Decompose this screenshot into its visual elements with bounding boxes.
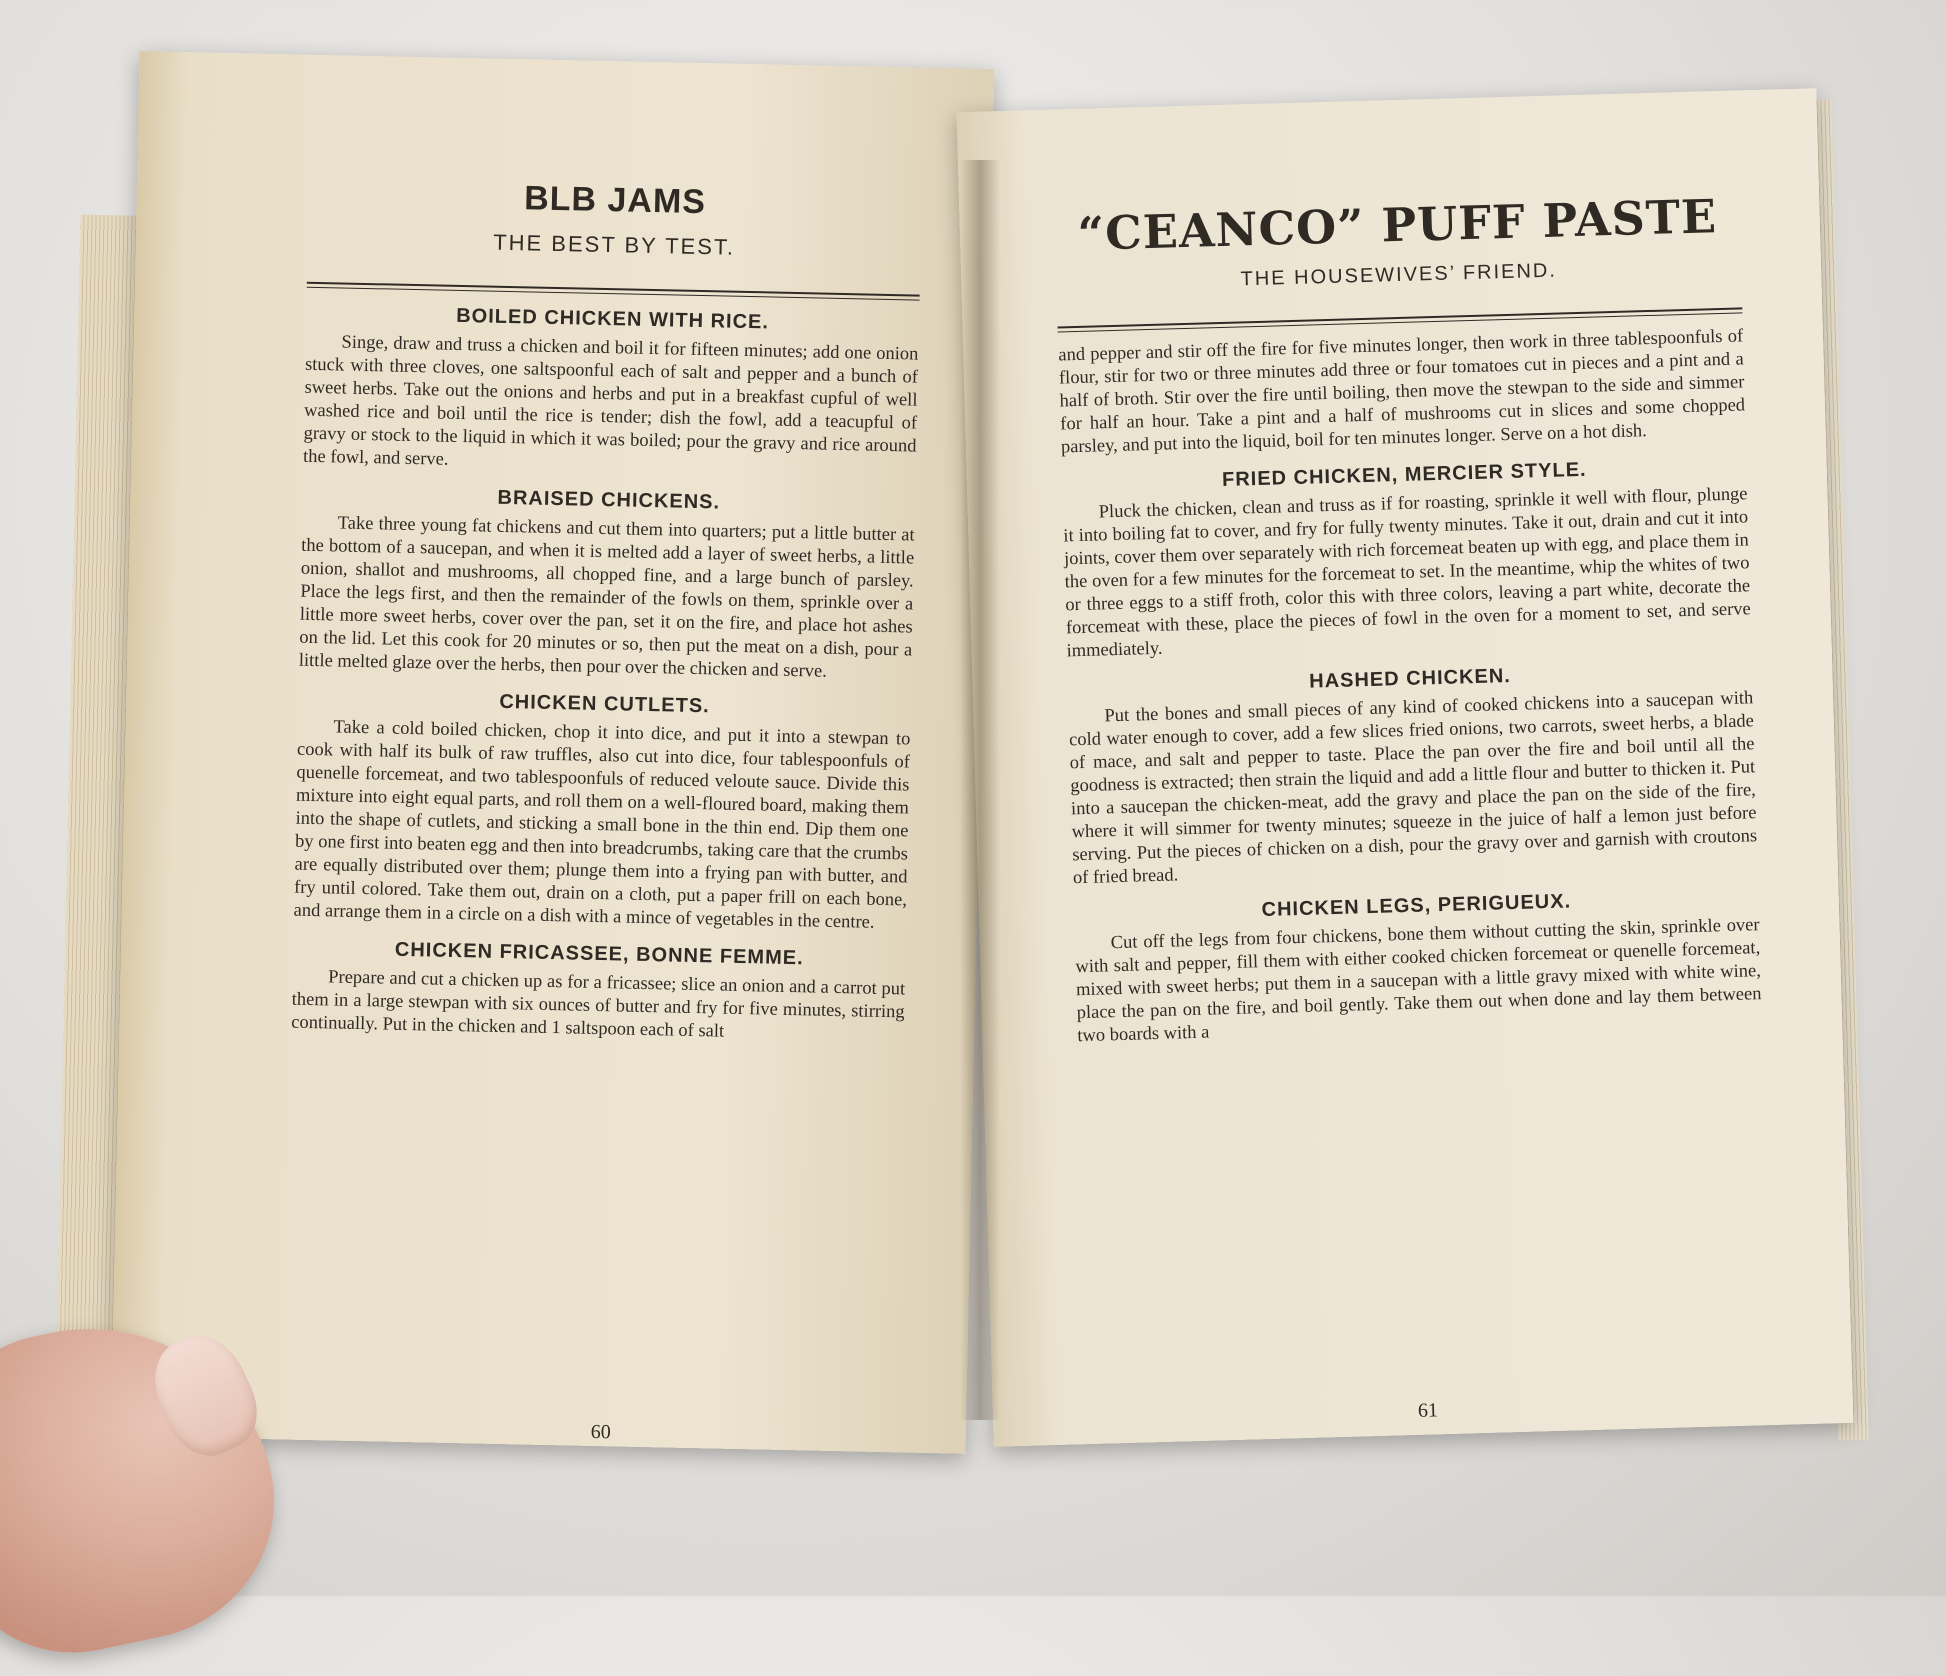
recipe-body: Singe, draw and truss a chicken and boil it for fifteen minutes; add one onion stuck with three cloves, one saltspoonful each of salt and pepper and a bunch of sweet herbs. Take out the onions and herbs and put in a breakfast cupful of well washed rice and boil until the rice is tender; dish the fowl, add a teacupful of gravy or stock to the liquid in which it was boiled; pour the gravy and rice around the fowl, and serve.: [302, 332, 919, 470]
recipe-boiled-chicken-with-rice: [303, 302, 919, 482]
recipe-chicken-fricassee-bonne-femme: [291, 937, 906, 1048]
recipe-body: Pluck the chicken, clean and truss as if for roasting, sprinkle it well with flour, plunge it into boiling fat to cover, and fry for fully twenty minutes. Take it out, drain and cut it into joints, cover them over separately with rich forcemeat beaten up with egg, and place them in the oven for a few minutes for the forcemeat to set. In the meantime, whip the whites of two or three eggs to a stiff froth, color this with three colors, leaving a part white, decorate the forcemeat with these, place the pieces of fowl in the oven for a moment to set, and serve immediately.: [1063, 484, 1751, 662]
recipe-braised-chickens: [299, 483, 916, 686]
recipe-title: CHICKEN LEGS, PERIGUEUX.: [1261, 890, 1572, 922]
recipe-chicken-legs-perigueux: [1074, 885, 1763, 1048]
recipe-title: FRIED CHICKEN, MERCIER STYLE.: [1221, 458, 1587, 491]
left-page-header-title: BLB JAMS: [523, 179, 707, 222]
recipe-chicken-cutlets: [293, 687, 911, 936]
left-page-number: 60: [590, 1420, 612, 1444]
recipe-body: Take three young fat chickens and cut them into quarters; put a little butter at the bottom of a saucepan, and when it is melted add a layer of sweet herbs, a little onion, shallot and mushrooms, all chopped fine, and a large bunch of parsley. Place the legs first, and then the remainder of the fowls on them, sprinkle over a little more sweet herbs, cover over the pan, set it on the fire, and place hot ashes on the lid. Let this cook for 20 minutes or so, then put the meat on a dish, pour a little melted glaze over the herbs, then pour over the chicken and serve.: [298, 513, 915, 682]
continued-recipe-text: and pepper and stir off the fire for five minutes longer, then work in three tablespoonfuls of flour, stir for two or three minutes add three or four tomatoes cut in pieces and a pint and a half of broth. Stir over the fire until boiling, then move the stewpan to the side and simmer for half an hour. Take a pint and a half of mushrooms cut in slices and some chopped parsley, and put into the liquid, boil for ten minutes longer. Serve on a hot dish.: [1058, 326, 1746, 458]
recipe-title: CHICKEN CUTLETS.: [499, 690, 710, 718]
recipe-body: Cut off the legs from four chickens, bone them without cutting the skin, sprinkle over with salt and pepper, fill them with either cooked chicken forcemeat or quenelle forcemeat, mixed with sweet herbs; put them in a saucepan with a little gravy mixed with white wine, place the pan on the fire, and boil gently. Take them out when done and lay them between two boards with a: [1075, 915, 1762, 1047]
recipe-hashed-chicken: [1067, 658, 1758, 890]
left-page: [111, 51, 995, 1454]
recipe-body: Take a cold boiled chicken, chop it into dice, and put it into a stewpan to cook with half its bulk of raw truffles, also cut into dice, four tablespoonfuls of quenelle forcemeat, and two tablespoonfuls of reduced veloute sauce. Divide this mixture into eight equal parts, and roll them on a well-floured board, making them into the shape of cutlets, and sticking a small bone in the thin end. Dip them one by one first into beaten egg and then into breadcrumbs, taking care that the crumbs are equally distributed over them; plunge them into a frying pan with butter, and fry until colored. Take them out, drain on a cloth, put a paper frill on each bone, and arrange them in a circle on a dish with a mince of vegetables in the centre.: [293, 717, 911, 933]
left-page-header-subtitle: THE BEST BY TEST.: [492, 229, 736, 260]
recipe-body: Prepare and cut a chicken up as for a fricassee; slice an onion and a carrot put them in a large stewpan with six ounces of butter and fry for five minutes, stirring continually. Put in the chicken and 1 saltspoon each of salt: [291, 967, 906, 1042]
right-page: [957, 88, 1854, 1446]
recipe-fried-chicken-mercier-style: [1062, 454, 1752, 663]
book-gutter-shadow: [960, 160, 1000, 1420]
recipe-title: HASHED CHICKEN.: [1308, 665, 1512, 693]
recipe-body: Put the bones and small pieces of any kind of cooked chickens into a saucepan with cold water enough to cover, add a few slices fried onions, two carrots, sweet herbs, a blade of mace, and salt and pepper to taste. Place the pan over the fire and boil until all the goodness is extracted; then strain the liquid and add a little flour and butter to thicken it. Put into a saucepan the chicken-meat, add the gravy and place the pan on the side of the fire, where it will simmer for twenty minutes; squeeze in the juice of half a lemon just before serving. Put the pieces of chicken on a dish, pour the gravy over and garnish with croutons of fried bread.: [1068, 688, 1758, 889]
right-page-number: 61: [1417, 1399, 1439, 1422]
recipe-title: BRAISED CHICKENS.: [497, 486, 721, 514]
recipe-title: BOILED CHICKEN WITH RICE.: [456, 304, 770, 334]
right-page-header-subtitle: THE HOUSEWIVES’ FRIEND.: [1240, 259, 1558, 291]
right-page-header-title: “CEANCO” PUFF PASTE: [1076, 189, 1718, 261]
header-rule: [307, 282, 920, 301]
recipe-title: CHICKEN FRICASSEE, BONNE FEMME.: [394, 938, 804, 970]
